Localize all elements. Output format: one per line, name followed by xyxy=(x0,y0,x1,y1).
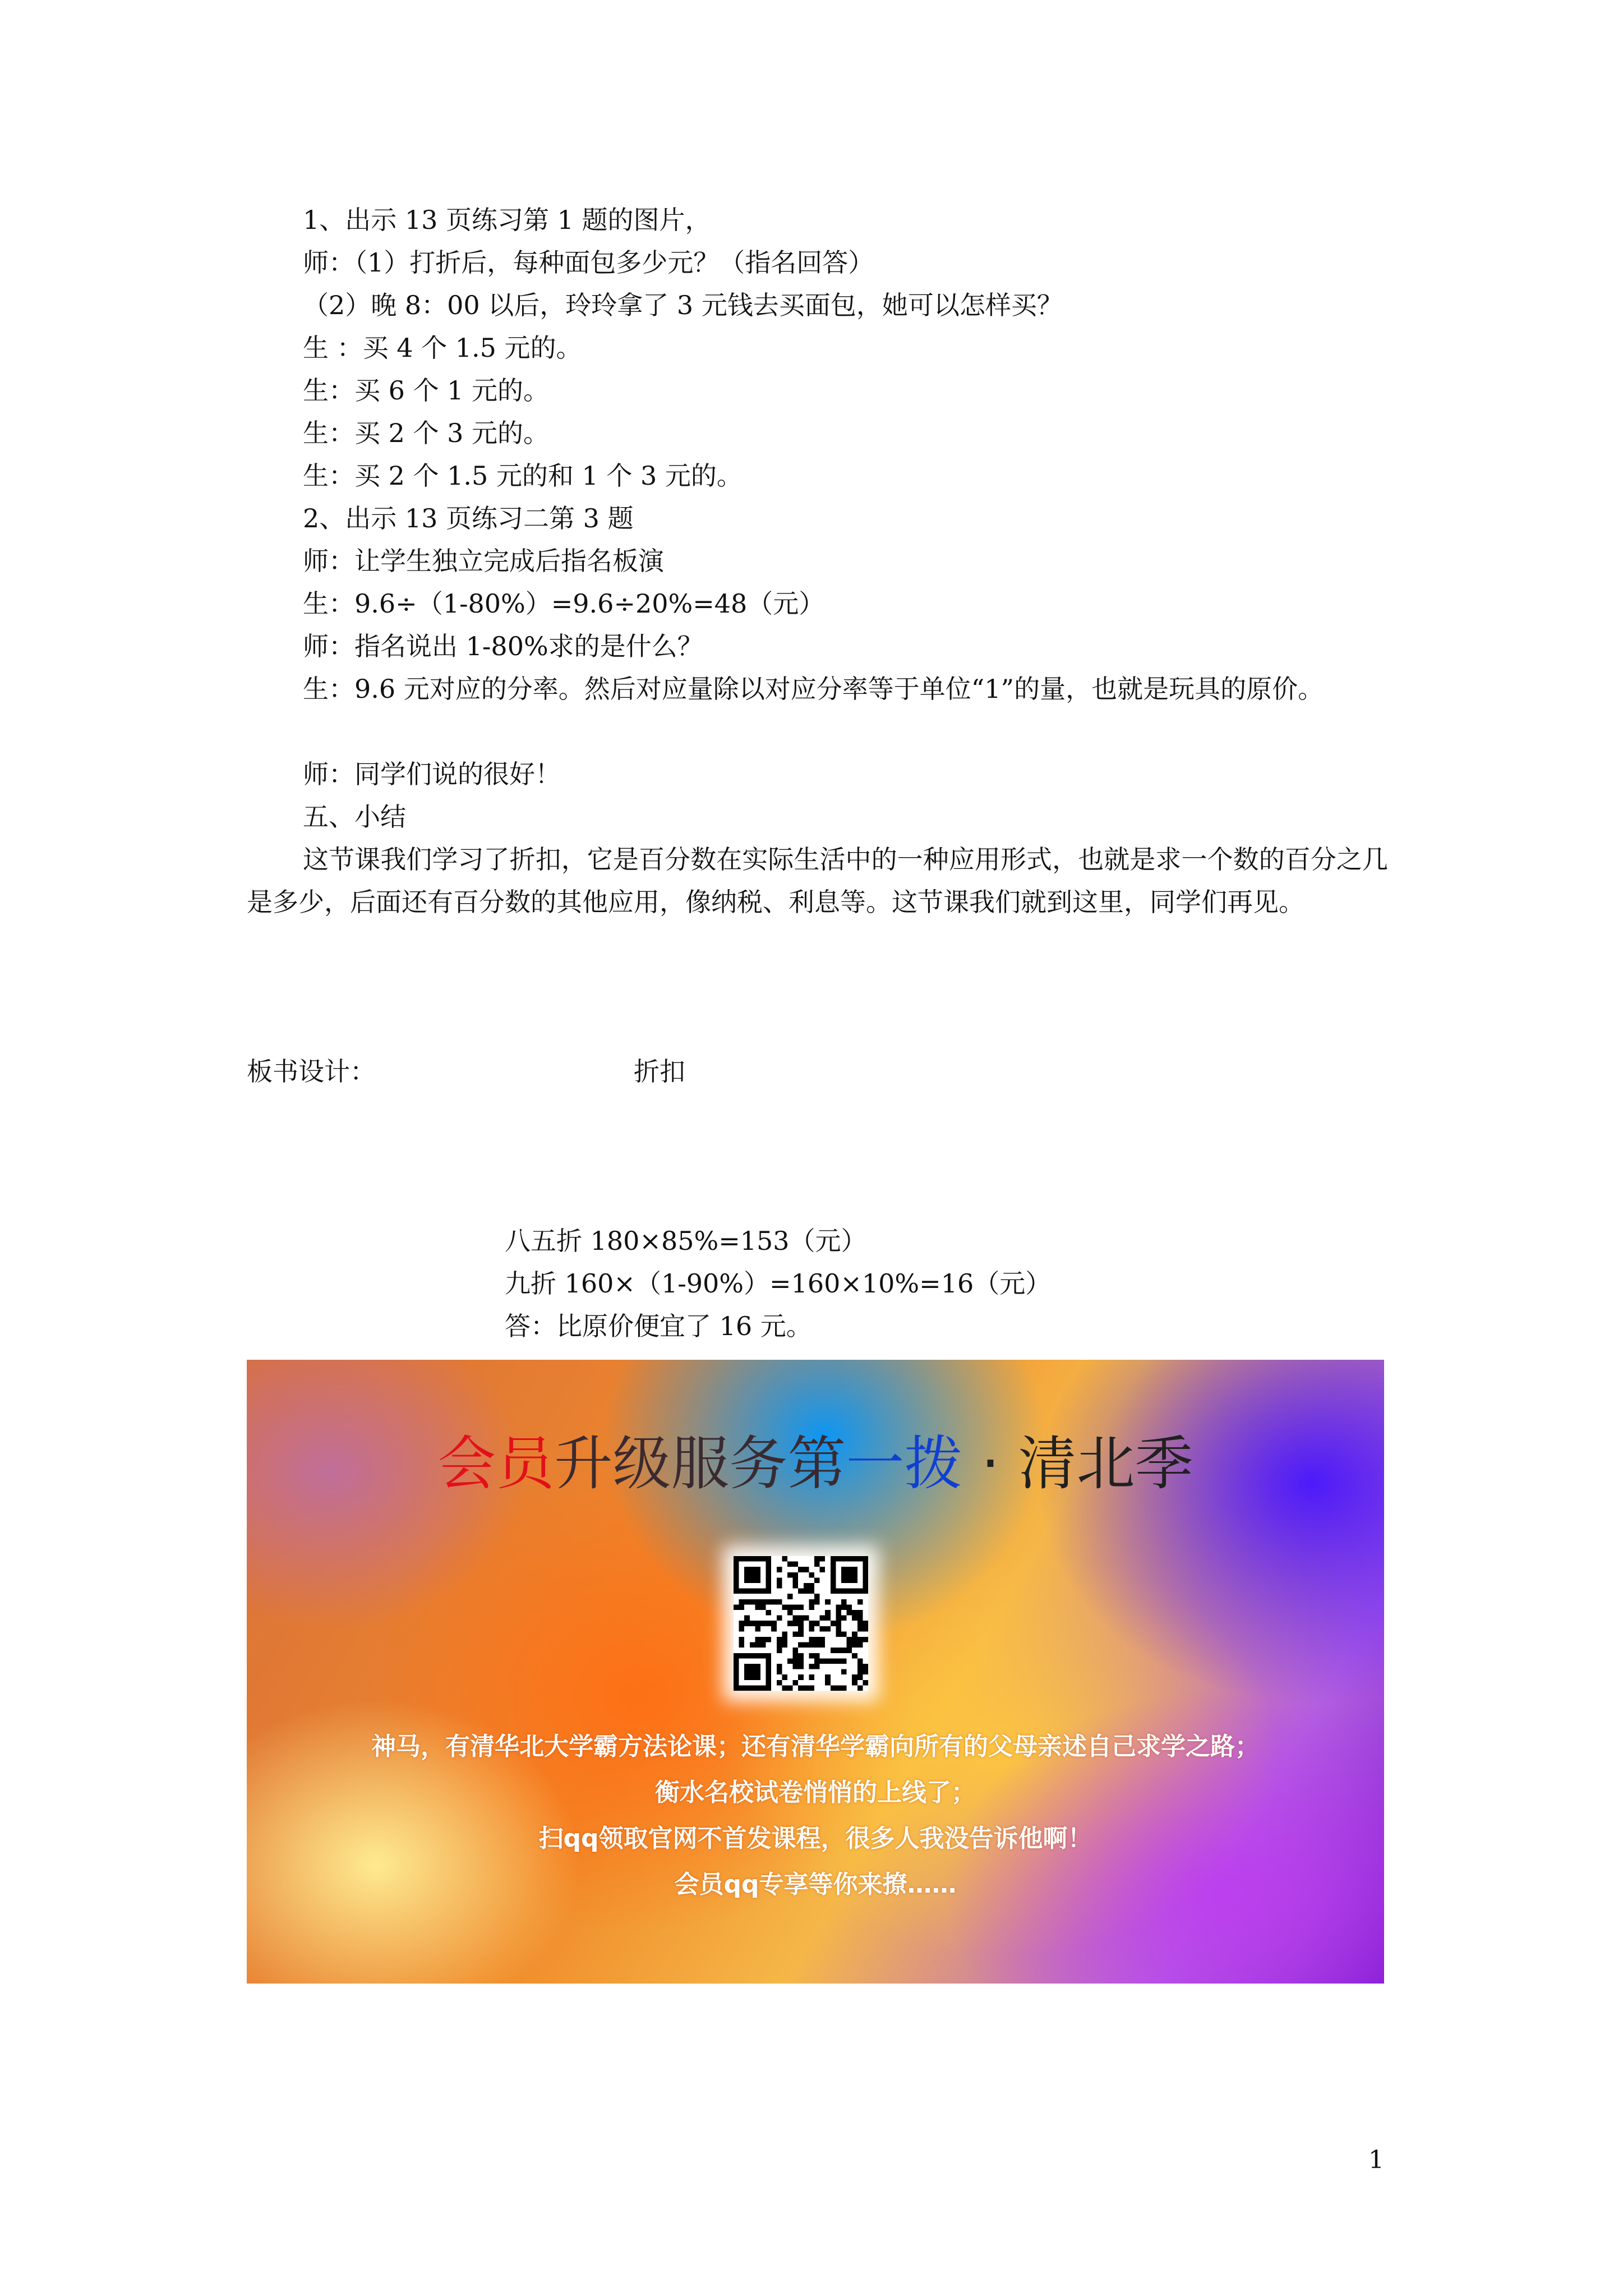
text-line: 2、出示 13 页练习二第 3 题 xyxy=(303,503,634,533)
text-line: 师：（1）打折后，每种面包多少元？（指名回答） xyxy=(303,247,874,278)
board-label: 板书设计： xyxy=(247,1056,376,1087)
text-line: 师：让学生独立完成后指名板演 xyxy=(303,546,664,576)
banner-text-line: 神马，有清华北大学霸方法论课；还有清华学霸向所有的父母亲述自己求学之路； xyxy=(371,1732,1260,1761)
qr-code-icon[interactable] xyxy=(734,1556,868,1691)
board-line: 九折 160×（1-90%）=160×10%=16（元） xyxy=(505,1268,1052,1299)
section-heading: 五、小结 xyxy=(303,802,406,832)
text-line: 生：买 2 个 3 元的。 xyxy=(303,418,550,448)
board-line: 八五折 180×85%=153（元） xyxy=(505,1226,867,1256)
paragraph-explanation: 生：9.6 元对应的分率。然后对应量除以对应分率等于单位“1”的量，也就是玩具的原价。 xyxy=(303,674,1324,704)
board-line: 答：比原价便宜了 16 元。 xyxy=(505,1311,812,1341)
banner-text-line: 衡水名校试卷悄悄的上线了； xyxy=(655,1778,976,1807)
paragraph-summary: 这节课我们学习了折扣，它是百分数在实际生活中的一种应用形式，也就是求一个数的百分之几是多少，后面还有百分数的其他应用，像纳税、利息等。这节课我们就到这里，同学们再见。 xyxy=(247,844,1388,917)
text-line: 1、出示 13 页练习第 1 题的图片， xyxy=(303,205,711,235)
text-line: 生 ：买 4 个 1.5 元的。 xyxy=(303,333,582,363)
promo-banner[interactable] xyxy=(247,1360,1384,1984)
banner-text-line: 会员qq专享等你来撩…… xyxy=(674,1870,957,1899)
text-line: 师：同学们说的很好！ xyxy=(303,759,561,789)
banner-title xyxy=(247,1427,1384,1500)
text-line: （2）晚 8：00 以后，玲玲拿了 3 元钱去买面包，她可以怎样买？ xyxy=(303,290,1063,320)
banner-title-part: · 清北季 xyxy=(962,1429,1193,1498)
page-number: 1 xyxy=(1368,2146,1384,2174)
text-line: 师：指名说出 1-80%求的是什么？ xyxy=(303,631,703,661)
banner-title-part: 一拨 xyxy=(846,1429,963,1498)
banner-title-part: 升级服务第 xyxy=(554,1429,846,1498)
banner-title-part: 会员 xyxy=(437,1429,555,1498)
board-title: 折扣 xyxy=(634,1056,685,1087)
text-line: 生：买 6 个 1 元的。 xyxy=(303,375,550,406)
banner-text-line: 扫qq领取官网不首发课程，很多人我没告诉他啊！ xyxy=(538,1824,1092,1853)
text-line: 生：买 2 个 1.5 元的和 1 个 3 元的。 xyxy=(303,461,743,491)
text-line: 生：9.6÷（1-80%）=9.6÷20%=48（元） xyxy=(303,588,825,619)
qr-code-graphic xyxy=(734,1556,868,1691)
